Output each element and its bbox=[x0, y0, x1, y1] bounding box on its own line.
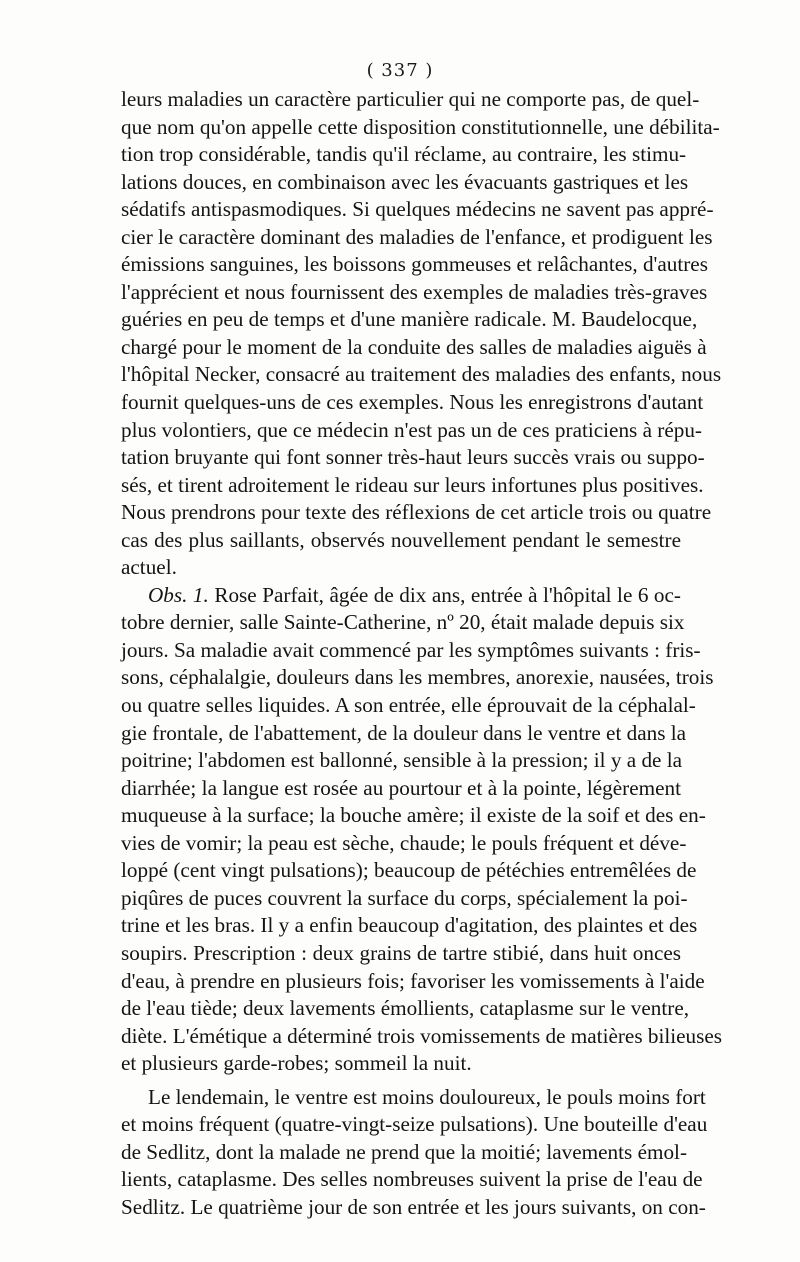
page-number: ( 337 ) bbox=[366, 60, 434, 81]
text-line: sons, céphalalgie, douleurs dans les membres, anorexie, nausées, trois bbox=[121, 665, 714, 690]
text-line: trine et les bras. Il y a enfin beaucoup d'agitation, des plaintes et des bbox=[121, 913, 698, 938]
text-line: actuel. bbox=[121, 555, 177, 580]
text-line: guéries en peu de temps et d'une manière radicale. M. Baudelocque, bbox=[121, 307, 698, 332]
text-line: poitrine; l'abdomen est ballonné, sensible à la pression; il y a de la bbox=[121, 748, 683, 773]
paragraph-3 bbox=[121, 1084, 708, 1222]
text-line: muqueuse à la surface; la bouche amère; il existe de la soif et des en- bbox=[121, 803, 706, 828]
observation-first-line: Rose Parfait, âgée de dix ans, entrée à l'hôpital le 6 oc- bbox=[208, 582, 681, 607]
text-line: lients, cataplasme. Des selles nombreuses suivent la prise de l'eau de bbox=[121, 1167, 703, 1192]
text-line: tobre dernier, salle Sainte-Catherine, nº 20, était malade depuis six bbox=[121, 610, 685, 635]
text-line: et moins fréquent (quatre-vingt-seize pulsations). Une bouteille d'eau bbox=[121, 1112, 708, 1137]
text-line bbox=[121, 582, 681, 610]
text-line: gie frontale, de l'abattement, de la douleur dans le ventre et dans la bbox=[121, 720, 687, 745]
text-line: piqûres de puces couvrent la surface du corps, spécialement la poi- bbox=[121, 885, 688, 910]
text-line: d'eau, à prendre en plusieurs fois; favoriser les vomissements à l'aide bbox=[121, 968, 705, 993]
text-line: vies de vomir; la peau est sèche, chaude; le pouls fréquent et déve- bbox=[121, 830, 687, 855]
text-line: sés, et tirent adroitement le rideau sur leurs infortunes plus positives. bbox=[121, 472, 704, 497]
paragraph-1 bbox=[121, 86, 722, 582]
text-line: fournit quelques-uns de ces exemples. Nous les enregistrons d'autant bbox=[121, 390, 704, 415]
text-line: tation bruyante qui font sonner très-haut leurs succès vrais ou suppo- bbox=[121, 445, 705, 470]
text-line: loppé (cent vingt pulsations); beaucoup de pétéchies entremêlées de bbox=[121, 858, 697, 883]
text-line: sédatifs antispasmodiques. Si quelques médecins ne savent pas appré- bbox=[121, 197, 714, 222]
text-line: Sedlitz. Le quatrième jour de son entrée et les jours suivants, on con- bbox=[121, 1194, 706, 1219]
text-line: jours. Sa maladie avait commencé par les symptômes suivants : fris- bbox=[121, 637, 701, 662]
text-line: soupirs. Prescription : deux grains de tartre stibié, dans huit onces bbox=[121, 940, 681, 965]
text-line: chargé pour le moment de la conduite des salles de maladies aiguës à bbox=[121, 334, 707, 359]
text-line: de l'eau tiède; deux lavements émollients, cataplasme sur le ventre, bbox=[121, 996, 690, 1021]
text-line: plus volontiers, que ce médecin n'est pas un de ces praticiens à répu- bbox=[121, 417, 702, 442]
text-line: et plusieurs garde-robes; sommeil la nuit. bbox=[121, 1051, 472, 1076]
observation-label: Obs. 1. bbox=[148, 582, 209, 607]
text-line: cier le caractère dominant des maladies de l'enfance, et prodiguent les bbox=[121, 224, 713, 249]
text-line: diarrhée; la langue est rosée au pourtour et à la pointe, légèrement bbox=[121, 775, 681, 800]
text-line: leurs maladies un caractère particulier qui ne comporte pas, de quel- bbox=[121, 87, 700, 111]
text-line: que nom qu'on appelle cette disposition constitutionnelle, une débilita- bbox=[121, 114, 720, 139]
text-line: tion trop considérable, tandis qu'il réclame, au contraire, les stimu- bbox=[121, 142, 687, 167]
text-line: diète. L'émétique a déterminé trois vomissements de matières bilieuses bbox=[121, 1023, 723, 1048]
body-text bbox=[121, 86, 723, 1221]
paragraph-observation-1 bbox=[121, 582, 723, 1078]
text-line: lations douces, en combinaison avec les évacuants gastriques et les bbox=[121, 169, 689, 194]
text-line: Le lendemain, le ventre est moins douloureux, le pouls moins fort bbox=[148, 1084, 706, 1109]
text-line: émissions sanguines, les boissons gommeuses et relâchantes, d'autres bbox=[121, 252, 708, 277]
text-line: l'apprécient et nous fournissent des exemples de maladies très-graves bbox=[121, 279, 708, 304]
text-line: l'hôpital Necker, consacré au traitement des maladies des enfants, nous bbox=[121, 362, 722, 387]
text-line: cas des plus saillants, observés nouvellement pendant le semestre bbox=[121, 527, 681, 552]
text-line: de Sedlitz, dont la malade ne prend que la moitié; lavements émol- bbox=[121, 1139, 688, 1164]
text-line: ou quatre selles liquides. A son entrée, elle éprouvait de la céphalal- bbox=[121, 693, 696, 718]
text-line: Nous prendrons pour texte des réflexions de cet article trois ou quatre bbox=[121, 500, 712, 525]
